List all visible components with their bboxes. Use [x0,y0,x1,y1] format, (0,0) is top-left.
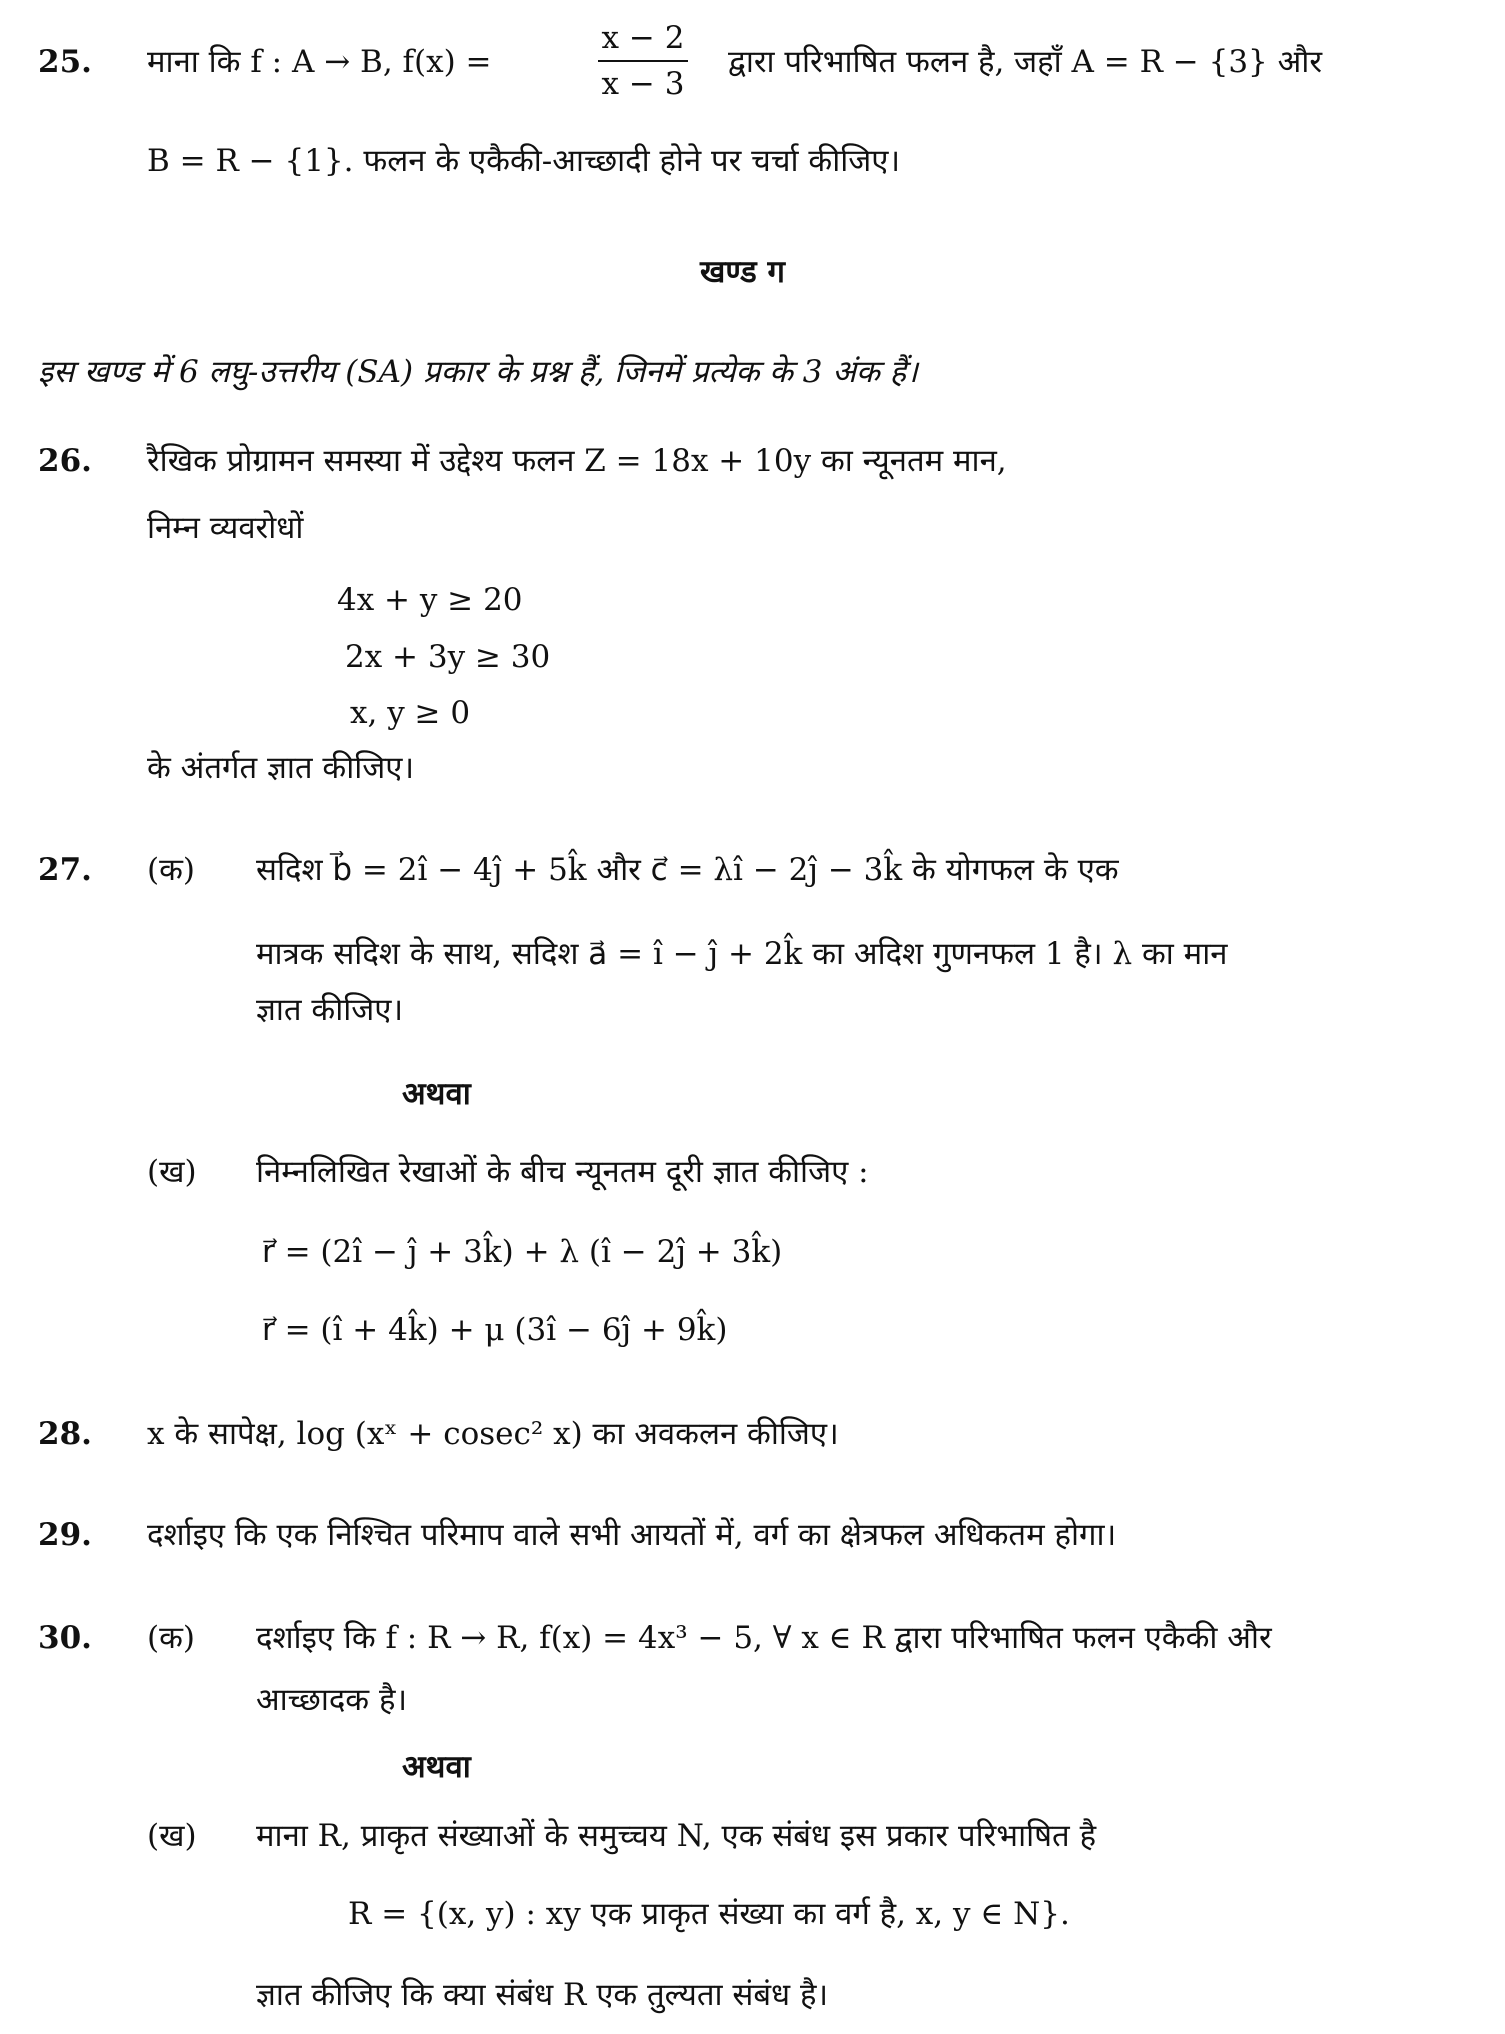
fraction-numerator: x − 2 [601,20,685,56]
q26-line2: निम्न व्यवरोधों [147,510,304,546]
q27a-line1: सदिश b⃗ = 2î − 4ĵ + 5k̂ और c⃗ = λî − 2ĵ − 3k̂ के योगफल के एक [256,852,1119,888]
part-label: (ख) [147,1818,197,1854]
part-label: (क) [147,852,195,888]
q27a-line2: मात्रक सदिश के साथ, सदिश a⃗ = î − ĵ + 2k̂ का अदिश गुणनफल 1 है। λ का मान [256,936,1228,972]
question-number: 26. [38,443,92,479]
q30b-line1: माना R, प्राकृत संख्याओं के समुच्चय N, एक संबंध इस प्रकार परिभाषित है [256,1818,1097,1854]
or-separator: अथवा [402,1076,471,1112]
question-number: 25. [38,44,92,80]
question-number: 29. [38,1517,92,1553]
q26-line3: के अंतर्गत ज्ञात कीजिए। [147,750,415,786]
fraction [598,20,688,102]
q30a-line1: दर्शाइए कि f : R → R, f(x) = 4x³ − 5, ∀ x ∈ R द्वारा परिभाषित फलन एकैकी और [256,1620,1272,1656]
q27a-line3: ज्ञात कीजिए। [256,992,404,1028]
q25-line2: B = R − {1}. फलन के एकैकी-आच्छादी होने पर चर्चा कीजिए। [147,143,901,179]
q30b-line3: ज्ञात कीजिए कि क्या संबंध R एक तुल्यता संबंध है। [256,1977,829,2013]
part-label: (क) [147,1620,195,1656]
q25-line1-start: माना कि f : A → B, f(x) = [147,44,492,80]
part-label: (ख) [147,1154,197,1190]
constraint: 2x + 3y ≥ 30 [345,639,551,675]
line-equation: r⃗ = (î + 4k̂) + μ (3î − 6ĵ + 9k̂) [262,1312,728,1348]
q29-text: दर्शाइए कि एक निश्चित परिमाप वाले सभी आयतों में, वर्ग का क्षेत्रफल अधिकतम होगा। [147,1517,1117,1553]
q26-line1: रैखिक प्रोग्रामन समस्या में उद्देश्य फलन Z = 18x + 10y का न्यूनतम मान, [147,443,1007,479]
question-number: 28. [38,1416,92,1452]
q27b-line1: निम्नलिखित रेखाओं के बीच न्यूनतम दूरी ज्ञात कीजिए : [256,1154,869,1190]
fraction-bar [598,60,688,62]
or-separator: अथवा [402,1749,471,1785]
q25-line1-end: द्वारा परिभाषित फलन है, जहाँ A = R − {3} और [728,44,1323,80]
constraint: x, y ≥ 0 [350,695,471,731]
question-number: 27. [38,852,92,888]
q30a-line2: आच्छादक है। [256,1682,408,1718]
section-title: खण्ड ग [700,254,785,290]
line-equation: r⃗ = (2î − ĵ + 3k̂) + λ (î − 2ĵ + 3k̂) [262,1234,783,1270]
question-number: 30. [38,1620,92,1656]
relation-definition: R = {(x, y) : xy एक प्राकृत संख्या का वर्ग है, x, y ∈ N}. [348,1896,1070,1932]
q28-text: x के सापेक्ष, log (xˣ + cosec² x) का अवकलन कीजिए। [147,1416,839,1452]
constraint: 4x + y ≥ 20 [337,582,523,618]
section-instruction: इस खण्ड में 6 लघु-उत्तरीय (SA) प्रकार के प्रश्न हैं, जिनमें प्रत्येक के 3 अंक हैं। [38,354,918,390]
fraction-denominator: x − 3 [601,66,685,102]
